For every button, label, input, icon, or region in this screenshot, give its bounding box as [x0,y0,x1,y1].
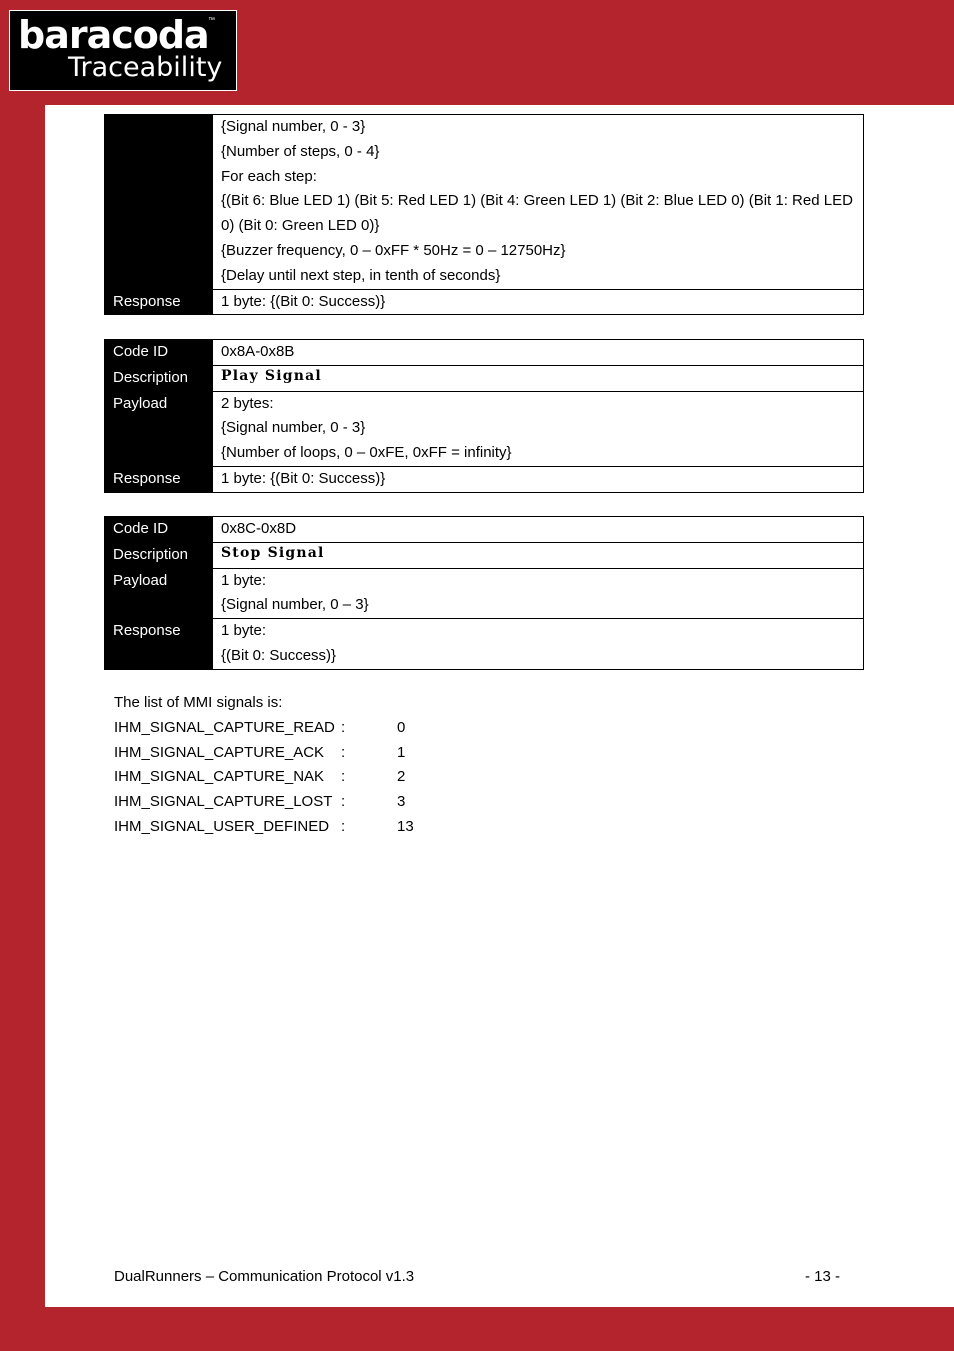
list-item [114,716,514,741]
table-row [105,517,864,543]
payload-line: {Number of loops, 0 – 0xFE, 0xFF = infinity} [221,444,512,462]
table-row [105,115,864,290]
payload-line: {Signal number, 0 - 3} [221,118,366,135]
payload-line: {Buzzer frequency, 0 – 0xFF * 50Hz = 0 – 12750Hz} [221,241,566,259]
table-row [105,568,864,619]
mmi-signal-list [114,691,514,840]
signal-colon: : [341,743,346,761]
payload-label-cell [105,115,213,290]
signal-value: 1 [397,743,406,761]
baracoda-logo [9,10,237,91]
payload-line: {Number of steps, 0 - 4} [221,142,380,160]
response-value: 1 byte: {(Bit 0: Success)} [213,289,864,315]
signal-name: IHM_SIGNAL_CAPTURE_READ [114,718,335,736]
signal-colon: : [341,718,346,736]
list-item [114,815,514,840]
play-signal-table [104,339,864,493]
signal-name: IHM_SIGNAL_CAPTURE_ACK [114,743,325,761]
payload-label: Payload [105,568,213,619]
footer-document-title: DualRunners – Communication Protocol v1.3 [114,1268,415,1285]
code-id-label: Code ID [105,340,213,366]
description-value [213,365,864,391]
code-id-value: 0x8A-0x8B [213,340,864,366]
code-id-value: 0x8C-0x8D [213,517,864,543]
signal-name: IHM_SIGNAL_CAPTURE_NAK [114,768,325,786]
list-item [114,790,514,815]
payload-line: 2 bytes: [221,394,274,412]
signal-value: 13 [397,817,414,835]
signal-colon: : [341,768,346,786]
description-label: Description [105,365,213,391]
signal-name: IHM_SIGNAL_CAPTURE_LOST [114,793,333,811]
description-label: Description [105,542,213,568]
payload-line: For each step: [221,167,317,185]
code-id-label: Code ID [105,517,213,543]
footer-page-number: - 13 - [804,1268,840,1285]
payload-value-cell [213,391,864,466]
payload-line: {Delay until next step, in tenth of seconds} [221,266,501,284]
response-line: {(Bit 0: Success)} [221,646,337,664]
logo-subtitle: Traceability [68,52,223,83]
response-label: Response [105,466,213,492]
logo-trademark: ™ [208,17,215,24]
payload-value-cell [213,568,864,619]
description-text: Play Signal [221,367,322,384]
table-row [105,391,864,466]
table-row [105,289,864,315]
logo-brand: baracoda [18,13,209,57]
payload-value-cell [213,115,864,290]
signal-value: 2 [397,768,406,786]
response-label: Response [105,289,213,315]
signal-colon: : [341,793,346,811]
signal-value: 0 [397,718,406,736]
payload-line: {Signal number, 0 - 3} [221,419,366,437]
signal-colon: : [341,817,346,835]
signal-list-intro: The list of MMI signals is: [114,694,283,711]
table-row [105,542,864,568]
signal-config-table [104,114,864,315]
payload-line: {(Bit 6: Blue LED 1) (Bit 5: Red LED 1) (Bit 4: Green LED 1) (Bit 2: Blue LED 0) (Bit 1: Red LED 0) (Bit 0: Green LED 0)} [221,192,853,235]
list-item [114,741,514,766]
table-row [105,619,864,670]
signal-value: 3 [397,793,406,811]
list-item [114,765,514,790]
table-row [105,340,864,366]
signal-name: IHM_SIGNAL_USER_DEFINED [114,817,330,835]
table-row [105,466,864,492]
payload-line: {Signal number, 0 – 3} [221,596,369,614]
response-line: 1 byte: [221,622,267,640]
payload-line: 1 byte: [221,571,267,589]
response-value-cell [213,619,864,670]
stop-signal-table [104,516,864,670]
description-text: Stop Signal [221,544,325,561]
payload-label: Payload [105,391,213,466]
description-value [213,542,864,568]
response-label: Response [105,619,213,670]
table-row [105,365,864,391]
response-value: 1 byte: {(Bit 0: Success)} [213,466,864,492]
